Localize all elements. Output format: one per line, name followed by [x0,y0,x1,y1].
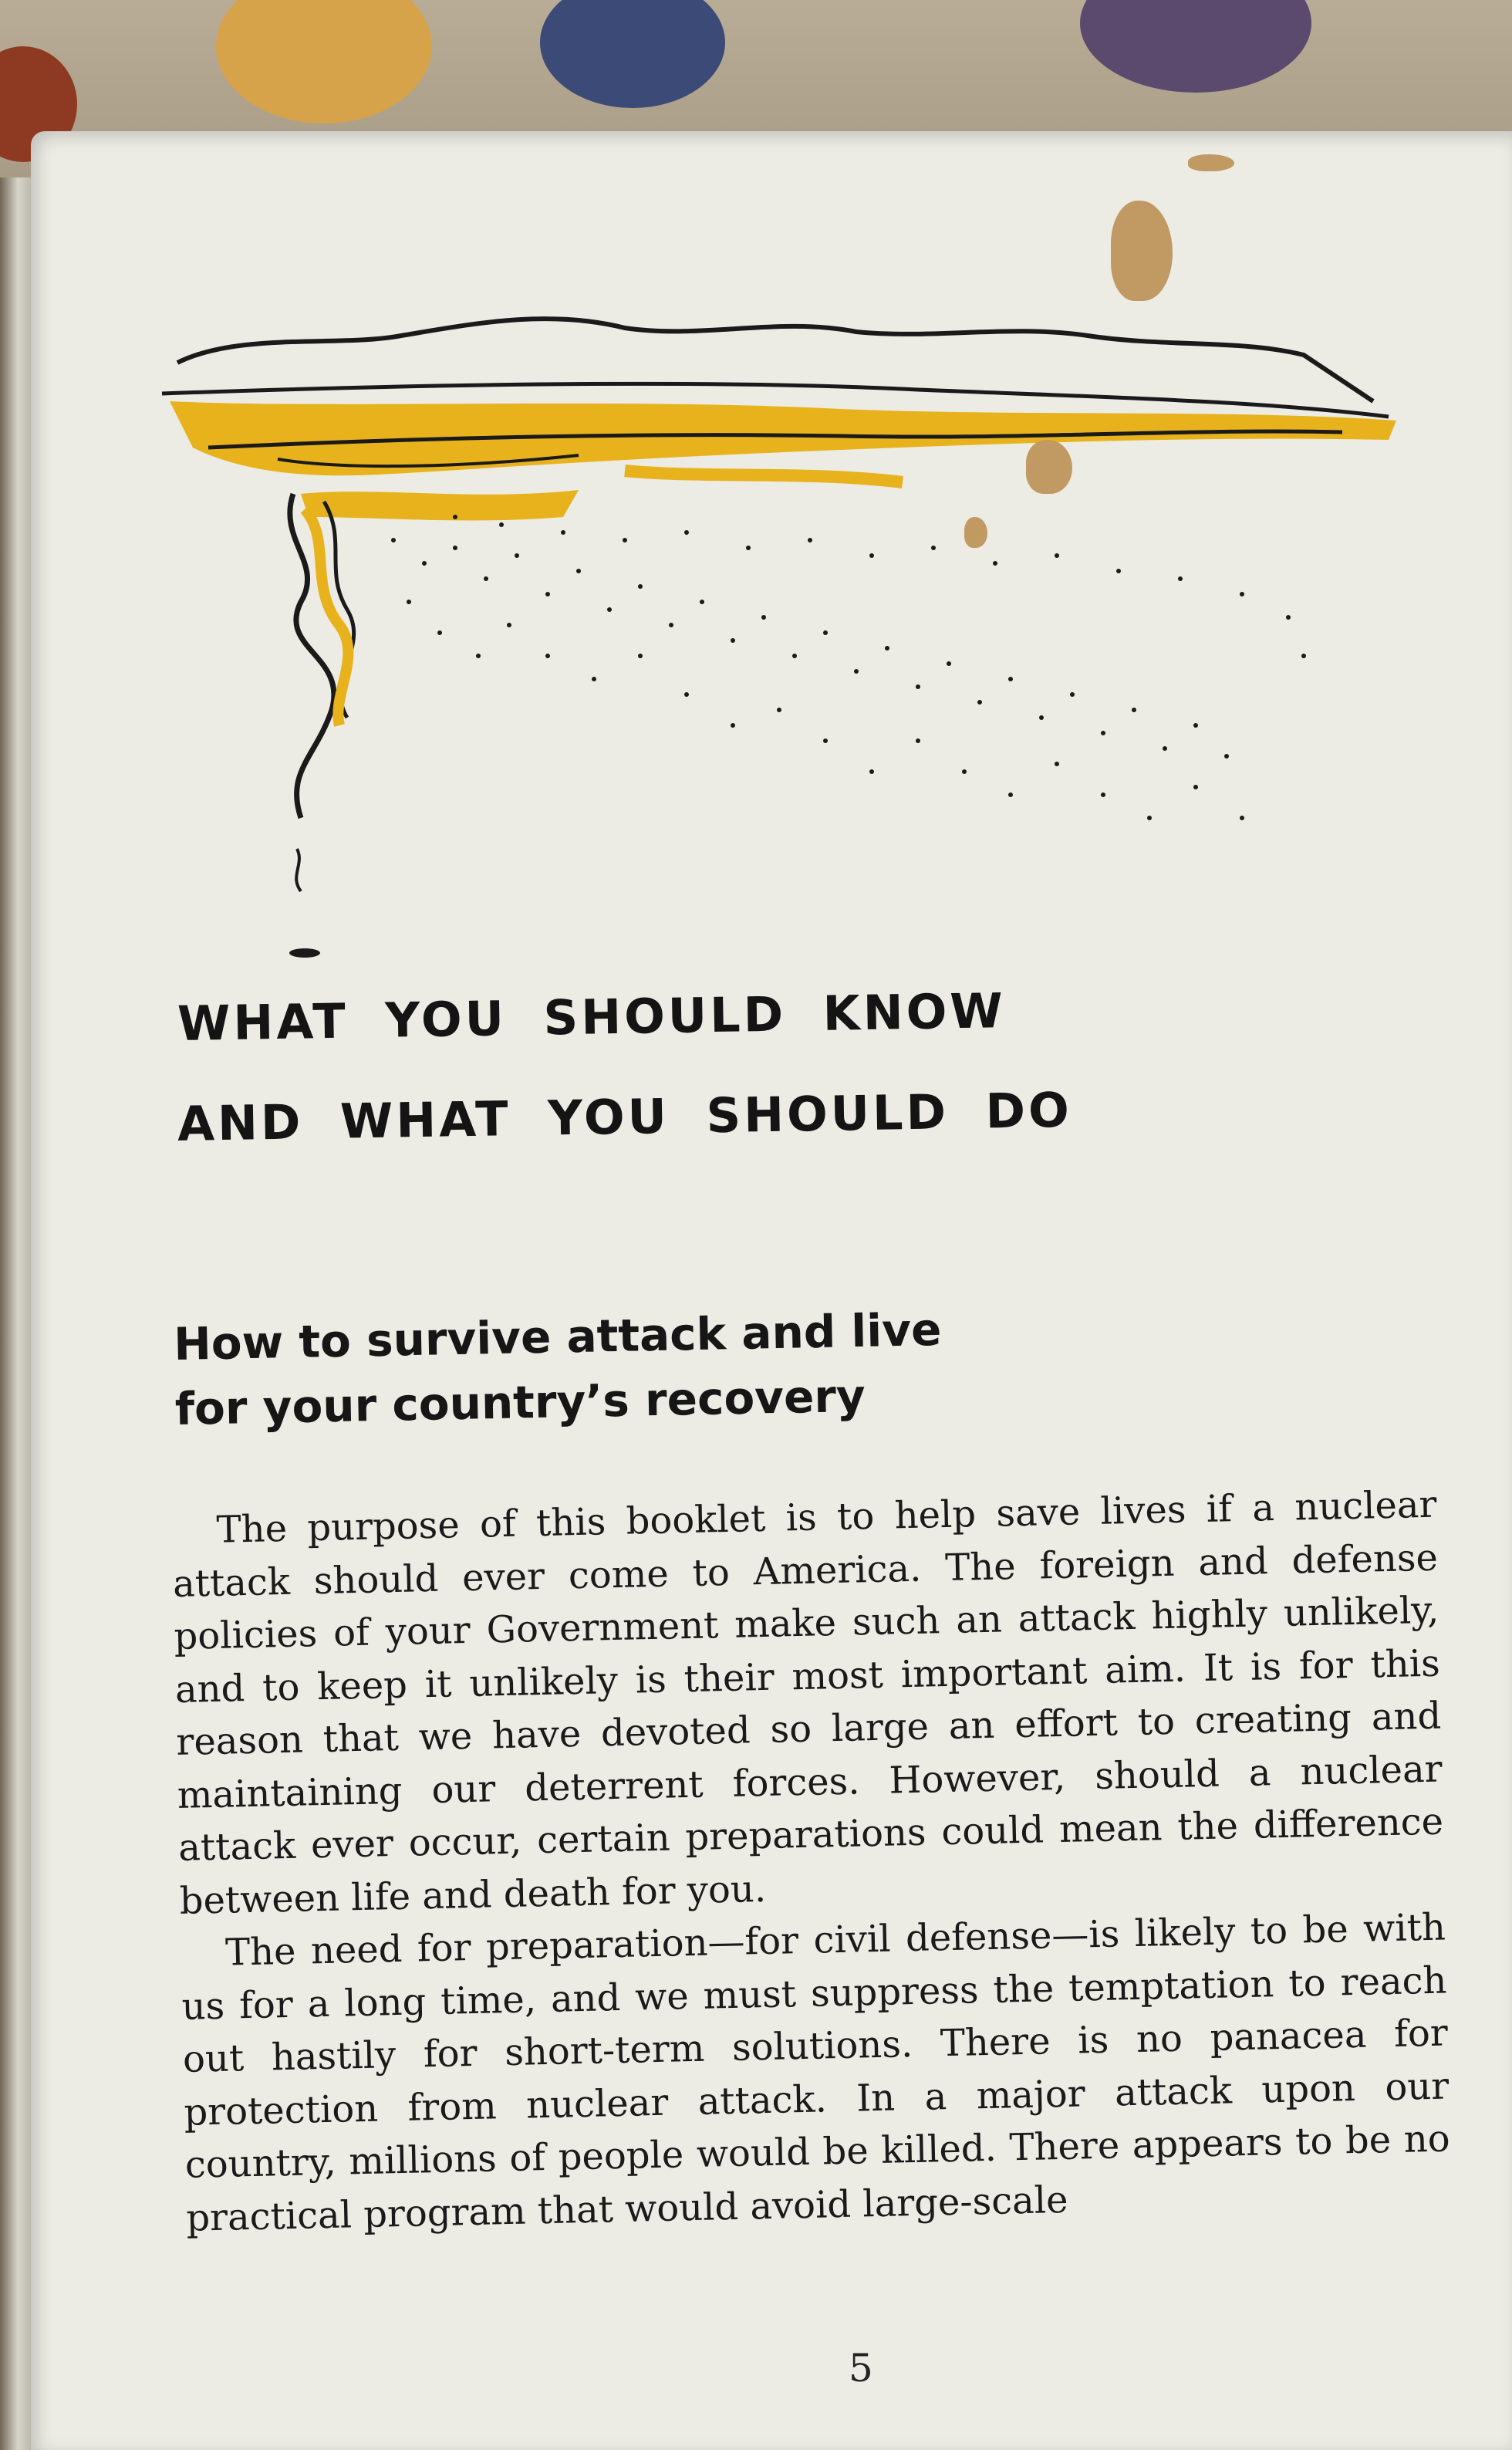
paragraph-2: The need for preparation—for civil defense—is likely to be with us for a long time, and we must suppress the temptation to reach out hastily for short-term solutions. There is no panacea for protection from nuclear attack. In a major attack upon our country, millions of people would be killed. There appears to be no practical program that would avoid large-scale [181,1905,1451,2240]
page-damage-hole [964,517,987,548]
page-damage-hole [1111,201,1173,301]
page-edge [0,177,32,2450]
paragraph-1: The purpose of this booklet is to help save lives if a nuclear attack should ever come to America. The foreign and defense policies of your Government make such an attack highly unlikely, and to keep it unlikely is their most important aim. It is for this reason that we have devoted so large an effort to creating and maintaining our deterrent forces. However, should a nuclear attack ever occur, certain preparations could mean the difference between life and death for you. [172,1482,1444,1923]
heading-line-1: WHAT YOU SHOULD KNOW [177,982,1007,1052]
heading-line-2: AND WHAT YOU SHOULD DO [177,1081,1073,1152]
cloth-pattern [216,0,432,123]
page-damage-hole [1026,440,1072,494]
body-text [171,1478,1452,2245]
page-damage-hole [1188,154,1234,171]
subheading [173,1297,943,1441]
mushroom-cloud-illustration [147,293,1419,988]
page-number: 5 [849,2346,873,2391]
subheading-line-2: for your country’s recovery [174,1369,866,1435]
subheading-line-1: How to survive attack and live [173,1303,942,1371]
cloth-pattern [540,0,725,108]
cloth-pattern [1080,0,1311,93]
